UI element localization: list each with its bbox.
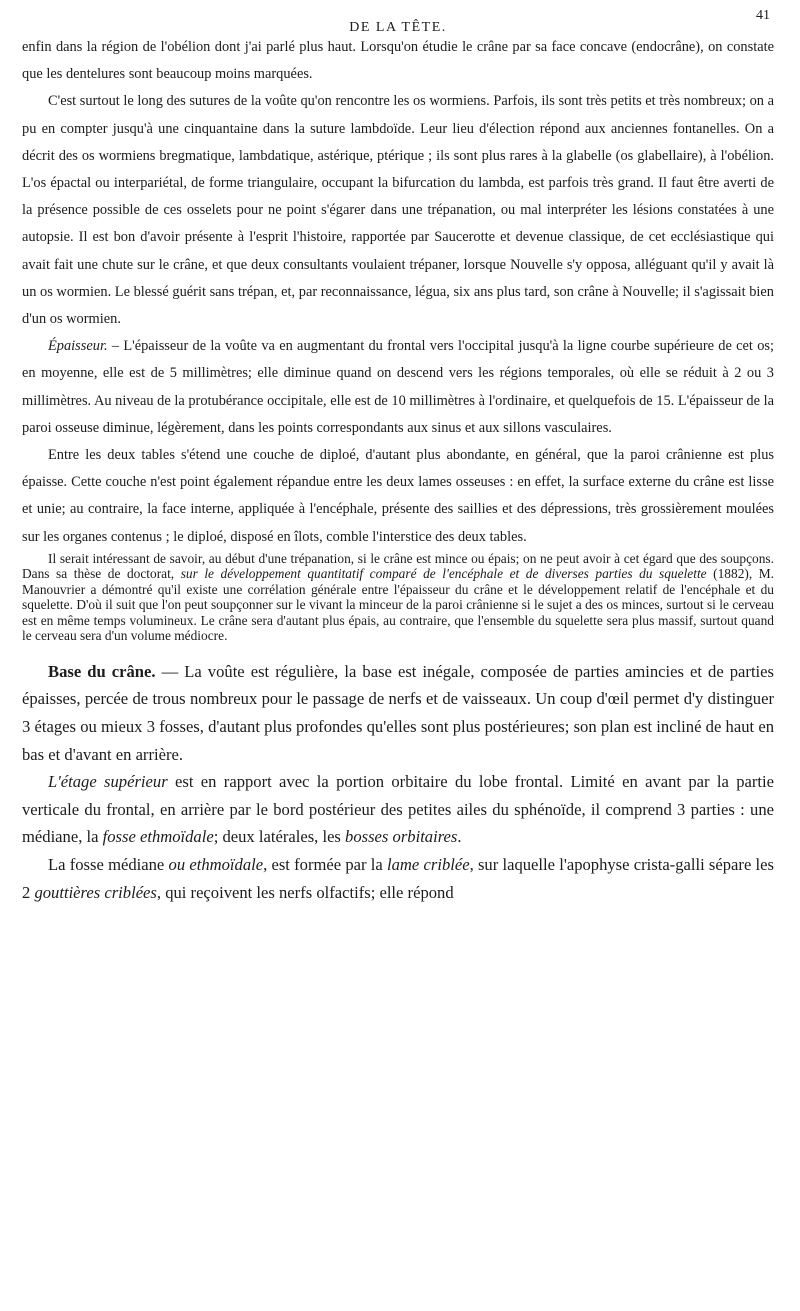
fosse-mediane-text-1: La fosse médiane: [48, 855, 169, 875]
base-du-crane-heading: Base du crâne.: [48, 661, 156, 681]
note-part-2: (1882), M. Manouvrier a démontré qu'il existe une corrélation générale entre l'épaisseur du crâne et le développement relatif de l'encéphale et du squelette. D'où il suit que l'on peut soupçonner sur le vivant la minceur de la paroi crânienne si le sujet a des os minces, surtout si le cerveau est en même temps volumineux. Le crâne sera d'autant plus épais, au contraire, que l'ensemble du squelette sera plus massif, surtout quand le cerveau sera d'un volume médiocre.: [22, 566, 774, 644]
etage-superieur-term: L'étage supérieur: [48, 772, 168, 792]
paragraph-os-wormiens: C'est surtout le long des sutures de la voûte qu'on rencontre les os wormiens. Parfois, ils sont très petits et très nombreux; on a pu en compter jusqu'à une cinquantaine dans la suture lambdoïde. Leur lieu d'élection répond aux anciennes fontanelles. On a décrit des os wormiens bregmatique, lambdatique, astérique, ptérique ; ils sont plus rares à la glabelle (os glabellaire), à l'obélion. L'os épactal ou interpariétal, de forme triangulaire, occupant la bifurcation du lambda, est parfois très grand. Il faut être averti de la présence possible de ces osselets pour ne point s'égarer dans une trépanation, ou mal interpréter les lésions constatées à une autopsie. Il est bon d'avoir présente à l'esprit l'histoire, rapportée par Saucerotte et devenue classique, de cet ecclésiastique qui avait fait une chute sur le crâne, et que deux consultants voulaient trépaner, lorsque Nouvelle s'y opposa, alléguant qu'il y avait là un os wormien. Le blessé guérit sans trépan, et, par reconnaissance, légua, six ans plus tard, son crâne à Nouvelle; il s'agissait bien d'un os wormien.: [22, 93, 774, 328]
section-sutures: [22, 34, 774, 551]
epaisseur-body: – L'épaisseur de la voûte va en augmentant du frontal vers l'occipital jusqu'à la ligne courbe supérieure de cet os; en moyenne, elle est de 5 millimètres; elle diminue quand on descend vers les régions temporales, où elle se réduit à 2 ou 3 millimètres. Au niveau de la protubérance occipitale, elle est de 10 millimètres à l'ordinaire, et quelquefois de 15. L'épaisseur de la paroi osseuse diminue, légèrement, dans les points correspondants aux sinus et aux sillons vasculaires.: [22, 338, 774, 436]
paragraph-endocrane: enfin dans la région de l'obélion dont j'ai parlé plus haut. Lorsqu'on étudie le crâne par sa face concave (endocrâne), on constate que les dentelures sont beaucoup moins marquées.: [22, 39, 774, 83]
paragraph-base-du-crane: [22, 658, 774, 768]
lame-criblee-term: lame criblée: [387, 855, 470, 875]
paragraph-epaisseur: [22, 333, 774, 442]
paragraph-diploe: Entre les deux tables s'étend une couche de diploé, d'autant plus abondante, en général, que la paroi crânienne est plus épaisse. Cette couche n'est point également répandue entre les deux lames osseuses : en effet, la surface externe du crâne est lisse et unie; au contraire, la face interne, appliquée à l'encéphale, présente des saillies et des dépressions, très grossièrement moulées sur les organes contenus ; le diploé, disposé en îlots, comble l'interstice des deux tables.: [22, 447, 774, 545]
etage-superieur-text-3: .: [457, 827, 462, 847]
etage-superieur-text-2: ; deux latérales, les: [213, 827, 346, 847]
page-number: 41: [756, 8, 770, 23]
base-du-crane-body: — La voûte est régulière, la base est inégale, composée de parties amincies et de parties épaisses, percée de trous nombreux pour le passage de nerfs et de vaisseaux. Un coup d'œil permet d'y distinguer 3 étages ou mieux 3 fosses, d'autant plus profondes qu'elles sont plus postérieures; son plan est incliné de haut en bas et d'avant en arrière.: [22, 661, 774, 764]
section-base-du-crane: [22, 658, 774, 906]
section-gap: [22, 644, 774, 658]
fosse-ethmoidale-term: fosse ethmoïdale: [102, 827, 214, 847]
paragraph-fosse-mediane: [22, 851, 774, 906]
ethmoidale-term: ou ethmoïdale: [168, 855, 264, 875]
bosses-orbitaires-term: bosses orbitaires: [345, 827, 458, 847]
epaisseur-heading: Épaisseur.: [48, 338, 108, 355]
running-head: [22, 8, 774, 34]
note-part-1: Il serait intéressant de savoir, au début d'une trépanation, si le crâne est mince ou épais; on ne peut avoir à cet égard que des soupçons. Dans sa thèse de doctorat,: [22, 550, 774, 582]
fosse-mediane-text-3: , sur laquelle l'apophyse crista-galli sépare les 2: [22, 855, 774, 902]
fosse-mediane-text-2: , est formée par la: [263, 855, 388, 875]
fosse-mediane-text-4: , qui reçoivent les nerfs olfactifs; elle répond: [156, 882, 454, 902]
running-title: DE LA TÊTE.: [349, 20, 447, 35]
etage-superieur-text-1: est en rapport avec la portion orbitaire du lobe frontal. Limité en avant par la partie verticale du frontal, en arrière par le bord postérieur des petites ailes du sphénoïde, il comprend 3 parties : une médiane, la: [22, 772, 774, 847]
footnote-block: [22, 551, 774, 644]
note-thesis-title: sur le développement quantitatif comparé de l'encéphale et de diverses parties du squelette: [180, 566, 707, 582]
paragraph-etage-superieur: [22, 768, 774, 851]
paragraph-note-epaisseur: [22, 551, 774, 644]
gouttieres-criblees-term: gouttières criblées: [34, 882, 157, 902]
